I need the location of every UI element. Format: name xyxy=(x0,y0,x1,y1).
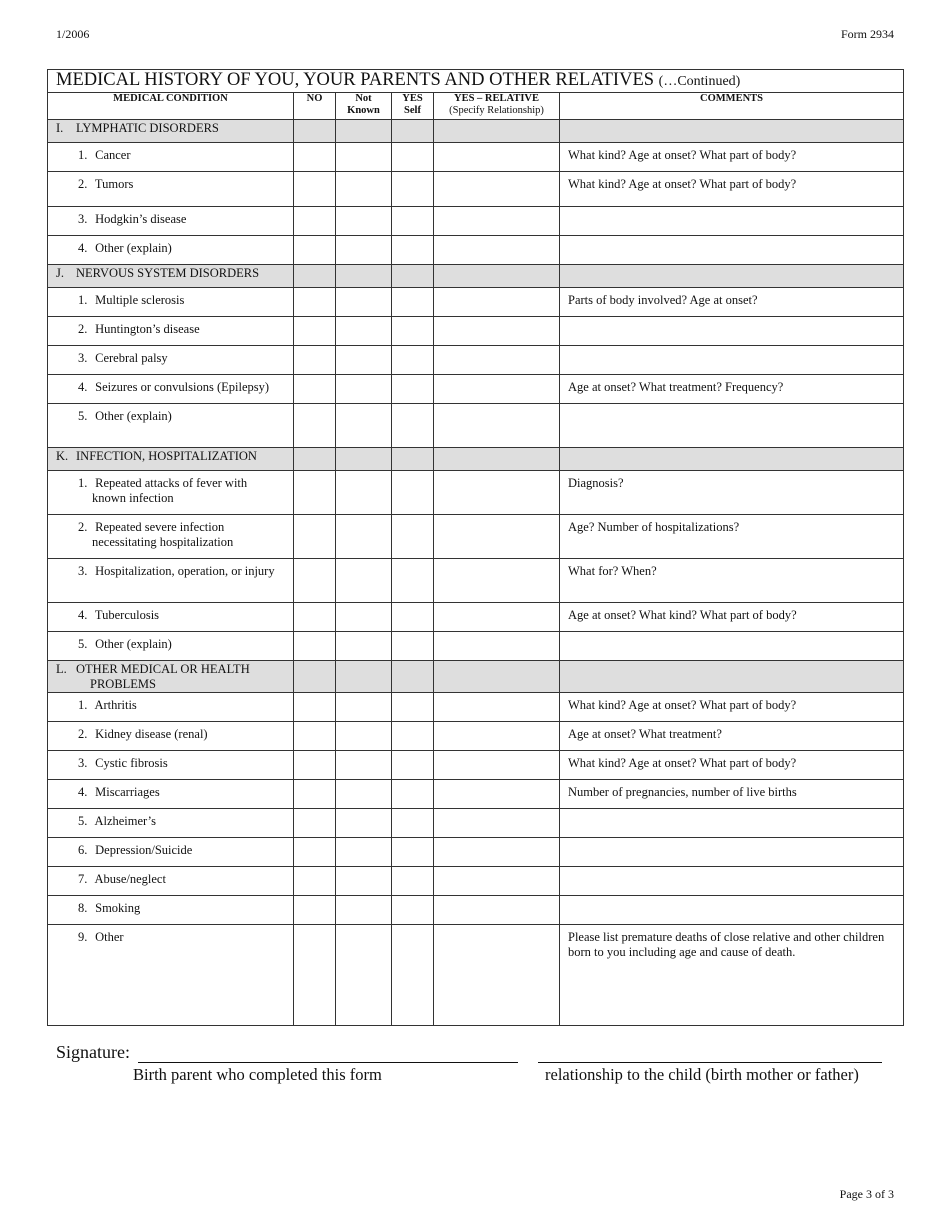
no-cell[interactable] xyxy=(294,172,336,207)
condition-label: Smoking xyxy=(95,901,141,915)
table-row xyxy=(48,143,904,172)
form-title xyxy=(48,70,904,93)
yes-self-cell[interactable] xyxy=(392,236,434,265)
condition-label: Miscarriages xyxy=(95,785,160,799)
table-row xyxy=(48,207,904,236)
comments-cell[interactable] xyxy=(560,346,904,375)
signature-line-parent[interactable] xyxy=(138,1044,518,1063)
table-row xyxy=(48,236,904,265)
condition-cell xyxy=(48,515,294,559)
yes-relative-cell[interactable] xyxy=(434,471,560,515)
yes-self-cell[interactable] xyxy=(392,346,434,375)
yes-self-cell[interactable] xyxy=(392,172,434,207)
condition-label: Hodgkin’s disease xyxy=(95,212,187,226)
comments-cell[interactable]: Age? Number of hospitalizations? xyxy=(560,515,904,559)
signature-line-relationship[interactable] xyxy=(538,1044,882,1063)
table-row xyxy=(48,471,904,515)
condition-label: Tumors xyxy=(94,177,134,191)
condition-cell xyxy=(48,751,294,780)
condition-cell xyxy=(48,780,294,809)
table-row xyxy=(48,722,904,751)
not-known-cell[interactable] xyxy=(336,838,392,867)
table-row xyxy=(48,603,904,632)
comments-cell[interactable]: What kind? Age at onset? What part of body? xyxy=(560,143,904,172)
not-known-cell[interactable] xyxy=(336,375,392,404)
comments-cell[interactable] xyxy=(560,896,904,925)
table-row xyxy=(48,632,904,661)
no-cell[interactable] xyxy=(294,632,336,661)
condition-number: 2. xyxy=(78,520,88,534)
no-cell[interactable] xyxy=(294,346,336,375)
yes-relative-cell[interactable] xyxy=(434,867,560,896)
not-known-cell[interactable] xyxy=(336,722,392,751)
section-header-cell xyxy=(336,265,392,288)
section-header-cell xyxy=(392,120,434,143)
yes-self-cell[interactable] xyxy=(392,603,434,632)
condition-cell xyxy=(48,632,294,661)
not-known-cell[interactable] xyxy=(336,288,392,317)
form-title-suffix: (…Continued) xyxy=(658,74,741,89)
section-letter: J. xyxy=(56,266,64,280)
condition-label: Cystic fibrosis xyxy=(95,756,168,770)
yes-relative-cell[interactable] xyxy=(434,404,560,448)
yes-self-cell[interactable] xyxy=(392,693,434,722)
condition-number: 4. xyxy=(78,608,88,622)
form-number: Form 2934 xyxy=(840,27,894,41)
comments-cell[interactable]: Age at onset? What treatment? xyxy=(560,722,904,751)
section-letter: I. xyxy=(56,121,64,135)
no-cell[interactable] xyxy=(294,896,336,925)
not-known-cell[interactable] xyxy=(336,172,392,207)
yes-self-cell[interactable] xyxy=(392,896,434,925)
yes-self-cell[interactable] xyxy=(392,404,434,448)
yes-relative-cell[interactable] xyxy=(434,925,560,1026)
condition-number: 2. xyxy=(78,322,88,336)
section-title-line-1: LYMPHATIC DISORDERS xyxy=(76,121,219,135)
no-cell[interactable] xyxy=(294,693,336,722)
yes-self-cell[interactable] xyxy=(392,632,434,661)
comments-cell[interactable]: Diagnosis? xyxy=(560,471,904,515)
no-cell[interactable] xyxy=(294,751,336,780)
comments-cell[interactable]: Number of pregnancies, number of live births xyxy=(560,780,904,809)
yes-self-cell[interactable] xyxy=(392,780,434,809)
yes-self-cell[interactable] xyxy=(392,207,434,236)
form-title-main: MEDICAL HISTORY OF YOU, YOUR PARENTS AND OTHER RELATIVES xyxy=(56,70,655,90)
yes-relative-cell[interactable] xyxy=(434,603,560,632)
yes-relative-cell[interactable] xyxy=(434,236,560,265)
table-row xyxy=(48,317,904,346)
not-known-cell[interactable] xyxy=(336,867,392,896)
not-known-cell[interactable] xyxy=(336,346,392,375)
page-number: Page 3 of 3 xyxy=(839,1187,894,1201)
not-known-cell[interactable] xyxy=(336,632,392,661)
yes-relative-cell[interactable] xyxy=(434,722,560,751)
comments-cell[interactable]: Age at onset? What treatment? Frequency? xyxy=(560,375,904,404)
not-known-cell[interactable] xyxy=(336,471,392,515)
section-header-cell xyxy=(434,448,560,471)
condition-label: Alzheimer’s xyxy=(94,814,156,828)
condition-number: 4. xyxy=(78,785,88,799)
condition-label: Tuberculosis xyxy=(94,608,160,622)
yes-relative-cell[interactable] xyxy=(434,143,560,172)
condition-label: Depression/Suicide xyxy=(95,843,193,857)
comments-cell[interactable] xyxy=(560,404,904,448)
yes-self-cell[interactable] xyxy=(392,809,434,838)
yes-relative-cell[interactable] xyxy=(434,375,560,404)
no-cell[interactable] xyxy=(294,236,336,265)
condition-cell xyxy=(48,143,294,172)
no-cell[interactable] xyxy=(294,375,336,404)
condition-number: 4. xyxy=(78,241,88,255)
no-cell[interactable] xyxy=(294,559,336,603)
yes-self-cell[interactable] xyxy=(392,751,434,780)
yes-self-cell[interactable] xyxy=(392,559,434,603)
table-row xyxy=(48,288,904,317)
condition-number: 1. xyxy=(78,476,88,490)
section-title-line-1: OTHER MEDICAL OR HEALTH xyxy=(76,662,250,676)
yes-self-cell[interactable] xyxy=(392,925,434,1026)
section-header xyxy=(48,265,294,288)
comments-cell[interactable] xyxy=(560,207,904,236)
condition-number: 5. xyxy=(78,814,88,828)
condition-number: 3. xyxy=(78,564,88,578)
condition-label: Other (explain) xyxy=(95,637,172,651)
section-letter: K. xyxy=(56,449,69,463)
condition-number: 5. xyxy=(78,637,88,651)
signature-label: Signature: xyxy=(56,1042,130,1062)
section-title xyxy=(76,121,219,136)
section-row xyxy=(48,448,904,471)
condition-cell xyxy=(48,559,294,603)
condition-label-cont: necessitating hospitalization xyxy=(92,535,234,549)
yes-self-cell[interactable] xyxy=(392,471,434,515)
col-header-yes-relative xyxy=(434,93,560,120)
no-cell[interactable] xyxy=(294,780,336,809)
condition-label-cont: known infection xyxy=(92,491,174,505)
table-row xyxy=(48,925,904,1026)
col-header-condition: MEDICAL CONDITION xyxy=(48,93,294,120)
comments-cell[interactable] xyxy=(560,317,904,346)
condition-cell xyxy=(48,207,294,236)
yes-relative-cell[interactable] xyxy=(434,780,560,809)
no-cell[interactable] xyxy=(294,404,336,448)
comments-cell[interactable] xyxy=(560,867,904,896)
yes-relative-cell[interactable] xyxy=(434,559,560,603)
not-known-cell[interactable] xyxy=(336,559,392,603)
section-header-cell xyxy=(560,661,904,693)
col-header-yes-self-1: YES xyxy=(402,93,423,104)
comments-cell[interactable]: Age at onset? What kind? What part of body? xyxy=(560,603,904,632)
section-header-cell xyxy=(392,661,434,693)
comments-cell[interactable] xyxy=(560,838,904,867)
condition-cell xyxy=(48,288,294,317)
section-header-cell xyxy=(294,448,336,471)
condition-number: 6. xyxy=(78,843,88,857)
section-header-cell xyxy=(336,448,392,471)
table-row xyxy=(48,404,904,448)
condition-cell xyxy=(48,722,294,751)
condition-number: 4. xyxy=(78,380,88,394)
comments-cell[interactable] xyxy=(560,236,904,265)
not-known-cell[interactable] xyxy=(336,236,392,265)
condition-label: Seizures or convulsions (Epilepsy) xyxy=(95,380,270,394)
yes-relative-cell[interactable] xyxy=(434,896,560,925)
no-cell[interactable] xyxy=(294,925,336,1026)
condition-number: 8. xyxy=(78,901,88,915)
table-row xyxy=(48,375,904,404)
no-cell[interactable] xyxy=(294,809,336,838)
condition-label: Cerebral palsy xyxy=(95,351,168,365)
condition-number: 7. xyxy=(78,872,88,886)
not-known-cell[interactable] xyxy=(336,751,392,780)
condition-cell xyxy=(48,346,294,375)
condition-label: Repeated attacks of fever with xyxy=(95,476,248,490)
table-row xyxy=(48,780,904,809)
section-header-cell xyxy=(294,265,336,288)
not-known-cell[interactable] xyxy=(336,809,392,838)
condition-cell xyxy=(48,809,294,838)
comments-cell[interactable] xyxy=(560,632,904,661)
yes-relative-cell[interactable] xyxy=(434,346,560,375)
yes-relative-cell[interactable] xyxy=(434,632,560,661)
condition-cell xyxy=(48,471,294,515)
not-known-cell[interactable] xyxy=(336,207,392,236)
condition-cell xyxy=(48,317,294,346)
no-cell[interactable] xyxy=(294,288,336,317)
yes-self-cell[interactable] xyxy=(392,317,434,346)
comments-cell[interactable]: Parts of body involved? Age at onset? xyxy=(560,288,904,317)
condition-number: 3. xyxy=(78,756,88,770)
section-header-cell xyxy=(294,661,336,693)
no-cell[interactable] xyxy=(294,867,336,896)
comments-cell[interactable]: Please list premature deaths of close relative and other children born to you including age and cause of death. xyxy=(560,925,904,1026)
condition-label: Abuse/neglect xyxy=(94,872,166,886)
condition-number: 1. xyxy=(78,293,88,307)
condition-number: 9. xyxy=(78,930,88,944)
condition-label: Multiple sclerosis xyxy=(95,293,185,307)
form-date: 1/2006 xyxy=(56,27,90,41)
section-header-cell xyxy=(434,120,560,143)
condition-label: Repeated severe infection xyxy=(95,520,225,534)
yes-self-cell[interactable] xyxy=(392,838,434,867)
no-cell[interactable] xyxy=(294,603,336,632)
comments-cell[interactable]: What kind? Age at onset? What part of body? xyxy=(560,693,904,722)
section-title-line-1: INFECTION, HOSPITALIZATION xyxy=(76,449,257,463)
medical-history-table xyxy=(47,69,904,1026)
yes-self-cell[interactable] xyxy=(392,515,434,559)
yes-relative-cell[interactable] xyxy=(434,838,560,867)
section-row xyxy=(48,120,904,143)
condition-number: 3. xyxy=(78,351,88,365)
yes-relative-cell[interactable] xyxy=(434,809,560,838)
section-header xyxy=(48,661,294,693)
section-header-cell xyxy=(336,120,392,143)
col-header-no: NO xyxy=(294,93,336,120)
section-header-cell xyxy=(294,120,336,143)
section-title-line-2: PROBLEMS xyxy=(90,677,156,691)
yes-self-cell[interactable] xyxy=(392,375,434,404)
table-row xyxy=(48,838,904,867)
col-header-yes-self-2: Self xyxy=(404,105,421,116)
no-cell[interactable] xyxy=(294,207,336,236)
comments-cell[interactable]: What kind? Age at onset? What part of body? xyxy=(560,751,904,780)
not-known-cell[interactable] xyxy=(336,515,392,559)
section-title-line-1: NERVOUS SYSTEM DISORDERS xyxy=(76,266,260,280)
col-header-comments: COMMENTS xyxy=(560,93,904,120)
table-row xyxy=(48,515,904,559)
condition-label: Kidney disease (renal) xyxy=(95,727,208,741)
condition-cell xyxy=(48,236,294,265)
yes-self-cell[interactable] xyxy=(392,867,434,896)
condition-cell xyxy=(48,693,294,722)
section-row xyxy=(48,265,904,288)
table-row xyxy=(48,896,904,925)
col-header-yes-self xyxy=(392,93,434,120)
yes-self-cell[interactable] xyxy=(392,722,434,751)
condition-number: 3. xyxy=(78,212,88,226)
no-cell[interactable] xyxy=(294,515,336,559)
section-header-cell xyxy=(560,448,904,471)
yes-relative-cell[interactable] xyxy=(434,207,560,236)
table-row xyxy=(48,693,904,722)
section-header-cell xyxy=(560,265,904,288)
not-known-cell[interactable] xyxy=(336,603,392,632)
condition-cell xyxy=(48,896,294,925)
condition-cell xyxy=(48,867,294,896)
section-title xyxy=(76,266,259,281)
condition-number: 1. xyxy=(78,698,88,712)
section-header-cell xyxy=(434,265,560,288)
signature-caption-relationship: relationship to the child (birth mother or father) xyxy=(545,1065,859,1084)
condition-cell xyxy=(48,375,294,404)
yes-relative-cell[interactable] xyxy=(434,172,560,207)
condition-label: Huntington’s disease xyxy=(95,322,200,336)
section-header-cell xyxy=(434,661,560,693)
condition-number: 5. xyxy=(78,409,88,423)
condition-label: Arthritis xyxy=(94,698,137,712)
condition-label: Cancer xyxy=(95,148,131,162)
condition-cell xyxy=(48,603,294,632)
section-header-cell xyxy=(392,265,434,288)
no-cell[interactable] xyxy=(294,143,336,172)
condition-label: Other (explain) xyxy=(95,241,172,255)
col-header-yes-relative-main: YES – RELATIVE xyxy=(454,93,539,104)
condition-cell xyxy=(48,404,294,448)
section-header-cell xyxy=(336,661,392,693)
condition-number: 2. xyxy=(78,727,88,741)
comments-cell[interactable] xyxy=(560,809,904,838)
no-cell[interactable] xyxy=(294,471,336,515)
col-header-not-known-1: Not xyxy=(355,93,372,104)
not-known-cell[interactable] xyxy=(336,925,392,1026)
yes-self-cell[interactable] xyxy=(392,143,434,172)
section-header xyxy=(48,448,294,471)
condition-cell xyxy=(48,838,294,867)
condition-label: Other xyxy=(95,930,124,944)
not-known-cell[interactable] xyxy=(336,896,392,925)
section-header-cell xyxy=(560,120,904,143)
table-row xyxy=(48,559,904,603)
no-cell[interactable] xyxy=(294,838,336,867)
yes-relative-cell[interactable] xyxy=(434,751,560,780)
no-cell[interactable] xyxy=(294,722,336,751)
signature-caption-parent: Birth parent who completed this form xyxy=(133,1065,382,1084)
section-title xyxy=(76,662,250,692)
section-title xyxy=(76,449,257,464)
condition-number: 2. xyxy=(78,177,88,191)
col-header-not-known xyxy=(336,93,392,120)
yes-self-cell[interactable] xyxy=(392,288,434,317)
no-cell[interactable] xyxy=(294,317,336,346)
table-row xyxy=(48,172,904,207)
table-row xyxy=(48,809,904,838)
form-body xyxy=(48,120,904,1026)
yes-relative-cell[interactable] xyxy=(434,693,560,722)
yes-relative-cell[interactable] xyxy=(434,288,560,317)
comments-cell[interactable]: What for? When? xyxy=(560,559,904,603)
section-row xyxy=(48,661,904,693)
section-header xyxy=(48,120,294,143)
not-known-cell[interactable] xyxy=(336,143,392,172)
comments-cell[interactable]: What kind? Age at onset? What part of body? xyxy=(560,172,904,207)
table-row xyxy=(48,346,904,375)
condition-label: Hospitalization, operation, or injury xyxy=(95,564,275,578)
not-known-cell[interactable] xyxy=(336,404,392,448)
not-known-cell[interactable] xyxy=(336,780,392,809)
table-row xyxy=(48,751,904,780)
condition-cell xyxy=(48,925,294,1026)
not-known-cell[interactable] xyxy=(336,317,392,346)
col-header-not-known-2: Known xyxy=(347,105,380,116)
col-header-yes-relative-sub: (Specify Relationship) xyxy=(449,105,544,116)
yes-relative-cell[interactable] xyxy=(434,515,560,559)
yes-relative-cell[interactable] xyxy=(434,317,560,346)
section-header-cell xyxy=(392,448,434,471)
condition-number: 1. xyxy=(78,148,88,162)
table-row xyxy=(48,867,904,896)
condition-label: Other (explain) xyxy=(95,409,172,423)
condition-cell xyxy=(48,172,294,207)
not-known-cell[interactable] xyxy=(336,693,392,722)
section-letter: L. xyxy=(56,662,67,676)
